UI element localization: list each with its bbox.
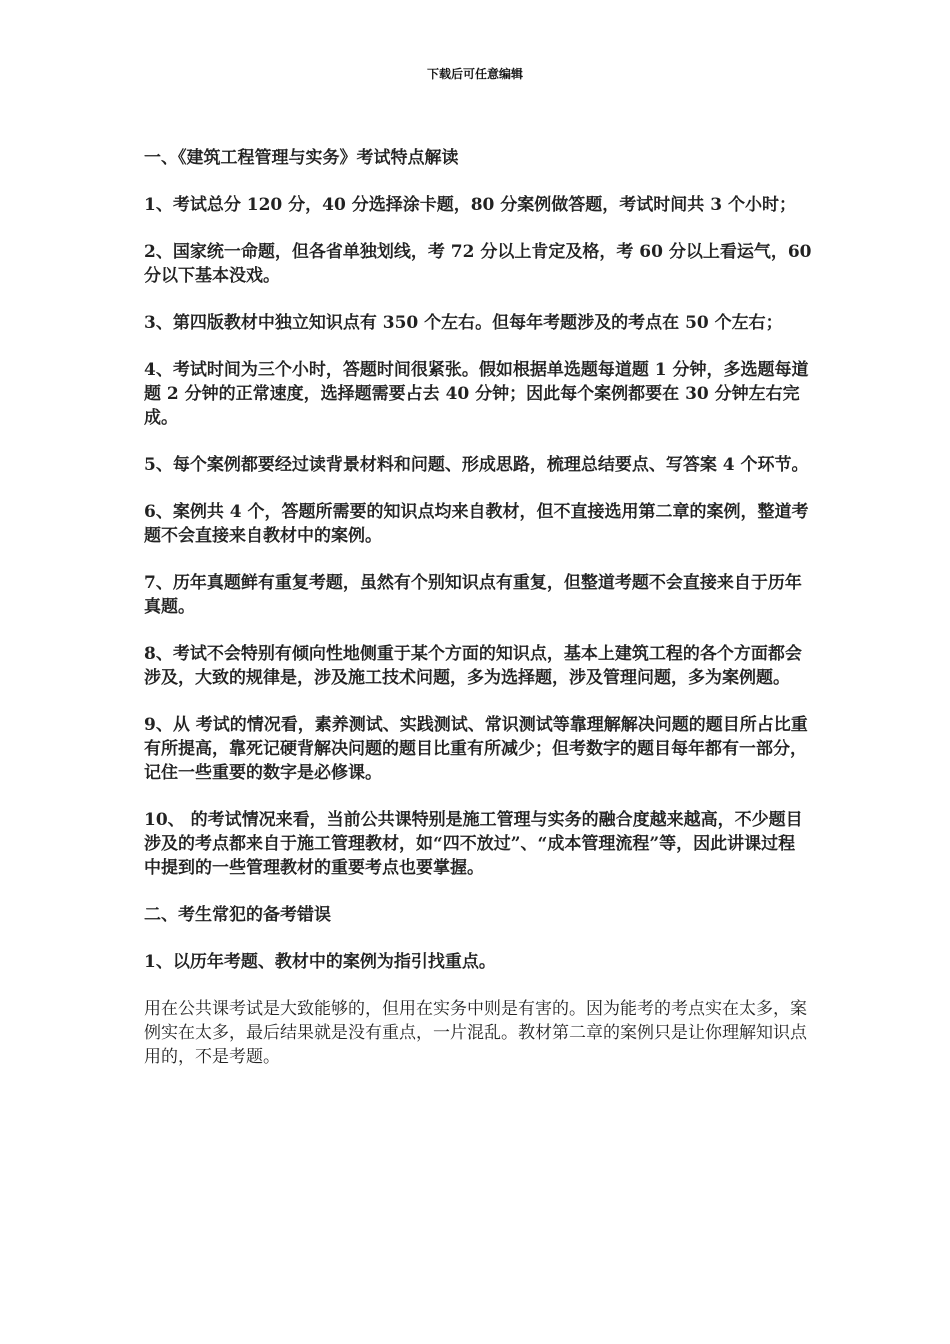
section-1-item-10: 10、 的考试情况来看，当前公共课特别是施工管理与实务的融合度越来越高，不少题目涉及的考点都来自于施工管理教材，如“四不放过”、“成本管理流程”等，因此讲课过程中提到的一些管理教材的重要考点也要掌握。	[144, 810, 803, 878]
section-2-paragraph: 用在公共课考试是大致能够的，但用在实务中则是有害的。因为能考的考点实在太多，案例实在太多，最后结果就是没有重点，一片混乱。教材第二章的案例只是让你理解知识点用的，不是考题。	[144, 999, 807, 1067]
section-2-title: 二、考生常犯的备考错误	[144, 905, 331, 925]
section-1-item-5: 5、每个案例都要经过读背景材料和问题、形成思路，梳理总结要点、写答案 4 个环节。	[144, 455, 809, 475]
section-1-item-2: 2、国家统一命题，但各省单独划线，考 72 分以上肯定及格，考 60 分以上看运气，60 分以下基本没戏。	[144, 242, 812, 286]
section-1-item-7: 7、历年真题鲜有重复考题，虽然有个别知识点有重复，但整道考题不会直接来自于历年真题。	[144, 573, 802, 617]
section-1-item-8: 8、考试不会特别有倾向性地侧重于某个方面的知识点，基本上建筑工程的各个方面都会涉及，大致的规律是，涉及施工技术问题，多为选择题，涉及管理问题，多为案例题。	[144, 644, 802, 688]
section-1-item-9: 9、从 考试的情况看，素养测试、实践测试、常识测试等靠理解解决问题的题目所占比重有所提高，靠死记硬背解决问题的题目比重有所减少；但考数字的题目每年都有一部分，记住一些重要的数字是必修课。	[144, 715, 808, 783]
section-1-item-6: 6、案例共 4 个，答题所需要的知识点均来自教材，但不直接选用第二章的案例，整道考题不会直接来自教材中的案例。	[144, 502, 809, 546]
document-body	[144, 146, 812, 1092]
section-2-item-1: 1、以历年考题、教材中的案例为指引找重点。	[144, 952, 496, 972]
section-1-item-4: 4、考试时间为三个小时，答题时间很紧张。假如根据单选题每道题 1 分钟，多选题每道题 2 分钟的正常速度，选择题需要占去 40 分钟；因此每个案例都要在 30 分钟左右完成。	[144, 360, 809, 428]
page-header: 下载后可任意编辑	[426, 67, 523, 81]
section-1-title: 一、《建筑工程管理与实务》考试特点解读	[144, 148, 459, 168]
section-1-item-3: 3、第四版教材中独立知识点有 350 个左右。但每年考题涉及的考点在 50 个左右；	[144, 313, 783, 333]
section-1-item-1: 1、考试总分 120 分，40 分选择涂卡题，80 分案例做答题，考试时间共 3 个小时；	[144, 195, 796, 215]
